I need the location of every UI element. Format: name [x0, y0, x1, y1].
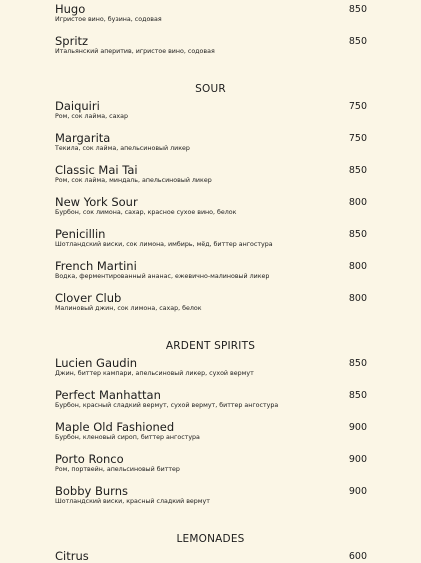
item-description: Текила, сок лайма, апельсиновый ликер: [55, 145, 190, 152]
item-name: Hugo: [55, 2, 86, 16]
menu-item: [55, 550, 367, 563]
menu-item: [55, 389, 367, 410]
item-description: Ром, сок лайма, сахар: [55, 113, 129, 120]
menu-item: [55, 485, 367, 506]
item-name: French Martini: [55, 259, 137, 273]
item-price: 750: [348, 133, 367, 144]
item-description: Бурбон, кленовый сироп, биттер ангостура: [55, 434, 200, 441]
item-description: Джин, биттер кампари, апельсиновый ликер, сухой вермут: [55, 370, 254, 377]
item-description: Шотландский виски, сок лимона, имбирь, мёд, биттер ангостура: [55, 241, 273, 248]
item-description: Бурбон, сок лимона, сахар, красное сухое вино, белок: [55, 209, 237, 216]
item-price: 800: [348, 197, 367, 208]
menu-item: [55, 228, 367, 249]
item-price: 900: [348, 422, 367, 433]
item-name: Porto Ronco: [55, 452, 124, 466]
item-price: 850: [348, 390, 367, 401]
item-price: 850: [348, 36, 367, 47]
section-title-ardent-spirits: ARDENT SPIRITS: [165, 340, 256, 352]
item-name: Daiquiri: [55, 99, 100, 113]
item-description: Шотландский виски, красный сладкий вермут: [55, 498, 210, 505]
item-name: Classic Mai Tai: [55, 163, 138, 177]
item-description: Итальянский аперитив, игристое вино, содовая: [55, 48, 215, 55]
menu-item: [55, 196, 367, 217]
item-price: 800: [348, 261, 367, 272]
item-price: 750: [348, 101, 367, 112]
item-price: 850: [348, 229, 367, 240]
section-title-lemonades: LEMONADES: [176, 533, 245, 545]
menu-item: [55, 453, 367, 474]
section-title-sour: SOUR: [195, 83, 226, 95]
menu-item: [55, 421, 367, 442]
menu-item: [55, 132, 367, 153]
item-description: Бурбон, красный сладкий вермут, сухой вермут, биттер ангостура: [55, 402, 279, 409]
menu-item: [55, 164, 367, 185]
item-description: Малиновый джин, сок лимона, сахар, белок: [55, 305, 202, 312]
item-price: 850: [348, 165, 367, 176]
item-name: Perfect Manhattan: [55, 388, 161, 402]
menu-item: [55, 3, 367, 24]
item-name: Penicillin: [55, 227, 106, 241]
item-price: 900: [348, 454, 367, 465]
item-price: 850: [348, 4, 367, 15]
item-name: Citrus: [55, 549, 89, 563]
item-name: Bobby Burns: [55, 484, 128, 498]
item-description: Водка, ферментированный ананас, ежевично-малиновый ликер: [55, 273, 270, 280]
menu-item: [55, 100, 367, 121]
item-name: Spritz: [55, 34, 89, 48]
item-name: Clover Club: [55, 291, 122, 305]
item-description: Ром, портвейн, апельсиновый биттер: [55, 466, 180, 473]
menu-item: [55, 260, 367, 281]
menu-item: [55, 357, 367, 378]
item-description: Игристое вино, бузина, содовая: [55, 16, 162, 23]
item-name: Lucien Gaudin: [55, 356, 138, 370]
item-description: Ром, сок лайма, миндаль, апельсиновый ликер: [55, 177, 212, 184]
item-name: Maple Old Fashioned: [55, 420, 175, 434]
menu-item: [55, 292, 367, 313]
item-price: 850: [348, 358, 367, 369]
item-price: 600: [348, 551, 367, 562]
item-price: 800: [348, 293, 367, 304]
item-name: New York Sour: [55, 195, 138, 209]
item-price: 900: [348, 486, 367, 497]
item-name: Margarita: [55, 131, 111, 145]
menu-item: [55, 35, 367, 56]
